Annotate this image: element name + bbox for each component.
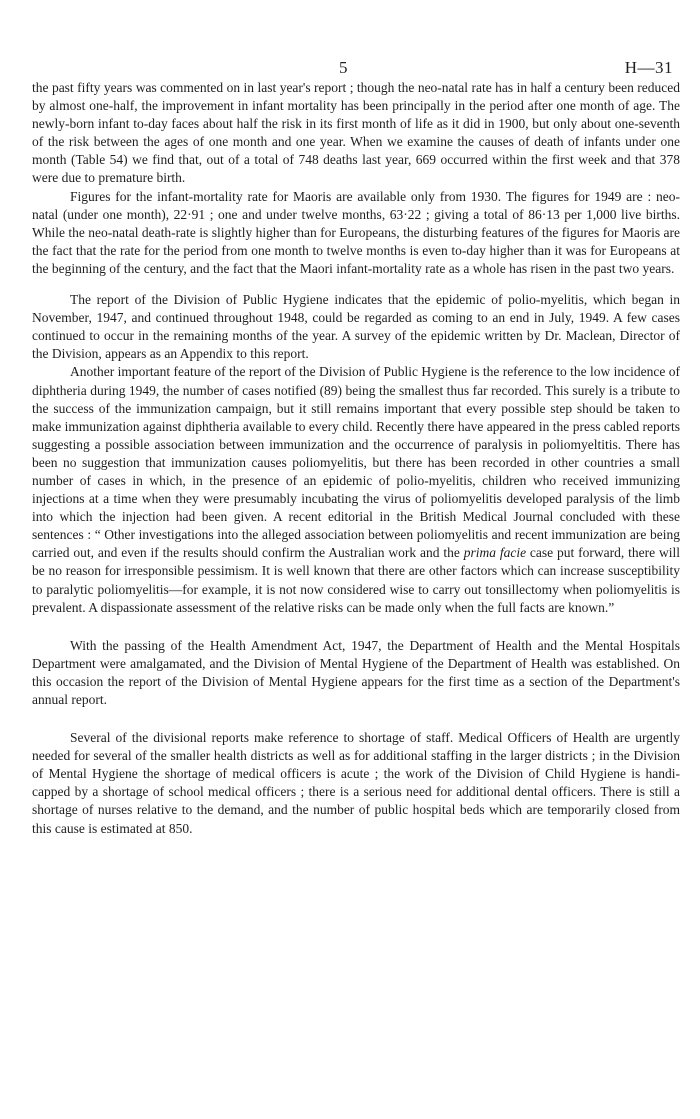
paragraph-mental-hygiene: With the passing of the Health Amendment Act, 1947, the Department of Health and the Mental Hospitals Department were amalgamated, and the Division of Mental Hygiene of the Department of Health was established. On this occasion the report of the Division of Mental Hygiene appears for the first time as a section of the Department's annual report.	[32, 637, 680, 707]
body-text	[32, 79, 680, 838]
paragraph-diphtheria-part-1: Another important feature of the report of the Division of Public Hygiene is the reference to the low incidence of diphtheria during 1949, the number of cases notified (89) being the smallest thus far recorded. This surely is a tribute to the success of the immunization campaign, but it still remains important that every possible step should be taken to make immunization against diphtheria available to every child. Recently there have appeared in the press cabled reports suggesting a possible association between immunization and the occurrence of paralysis in poliomyeltitis. There has been no suggestion that immunization causes poliomyelitis, but there has been recorded in other countries a small number of cases in which, in the presence of an epidemic of polio-myelitis, children who received immunizing injections at a time when they were presumably incubating the virus of poliomyelitis developed paralysis of the limb into which the injection had been given. A recent editorial in the British Medical Journal concluded with these sentences : “ Other investigations into the alleged association between poliomyelitis and recent immunization are being carried out, and even if the results should confirm the Australian work and the	[32, 364, 680, 561]
prima-facie-italic: prima facie	[463, 545, 527, 561]
paragraph-diphtheria-part-2: case put forward, there will be no reason for irresponsible pessimism. It is well known that there are other factors which can increase susceptibility to paralytic poliomyelitis—for example, it is not now considered wise to carry out tonsillectomy when poliomyelitis is prevalent. A dispassionate assessment of the relative risks can be made only when the full facts are known.”	[32, 545, 680, 615]
paragraph-poliomyelitis-epidemic: The report of the Division of Public Hygiene indicates that the epidemic of polio-myelitis, which began in November, 1947, and continued throughout 1948, could be regarded as coming to an end in July, 1949. A few cases continued to occur in the remaining months of the year. A survey of the epidemic written by Dr. Maclean, Director of the Division, appears as an Appendix to this report.	[32, 292, 680, 362]
paragraph-diphtheria	[32, 363, 680, 616]
page-number: 5	[339, 58, 348, 77]
paragraph-staff-shortage: Several of the divisional reports make reference to shortage of staff. Medical Officers of Health are urgently needed for several of the smaller health districts as well as for additional staffing in the larger districts ; in the Division of Mental Hygiene the shortage of medical officers is acute ; the work of the Division of Child Hygiene is handi-capped by a shortage of school medical officers ; there is a serious need for additional dental officers. There is still a shortage of nurses relative to the demand, and the number of public hospital beds which are temporarily closed from this cause is estimated at 850.	[32, 730, 680, 836]
paragraph-maori-rates: Figures for the infant-mortality rate for Maoris are available only from 1930. The figures for 1949 are : neo-natal (under one month), 22·91 ; one and under twelve months, 63·22 ; giving a total of 86·13 per 1,000 live births. While the neo-natal death-rate is slightly higher than for Europeans, the disturbing features of the figures for Maoris are the fact that the rate for the period from one month to twelve months is even to-day higher than it was for Europeans at the beginning of the century, and the fact that the Maori infant-mortality rate as a whole has risen in the past two years.	[32, 188, 680, 276]
document-reference: H—31	[624, 58, 673, 77]
paragraph-infant-mortality: the past fifty years was commented on in last year's report ; though the neo-natal rate has in half a century been reduced by almost one-half, the improvement in infant mortality has been principally in the period after one month of age. The newly-born infant to-day faces about half the risk in its first month of life as it did in 1900, but only about one-seventh of the risk between the ages of one month and one year. When we examine the causes of death of infants under one month (Table 54) we find that, out of a total of 748 deaths last year, 669 occurred within the first week and that 378 were due to premature birth.	[32, 80, 680, 186]
